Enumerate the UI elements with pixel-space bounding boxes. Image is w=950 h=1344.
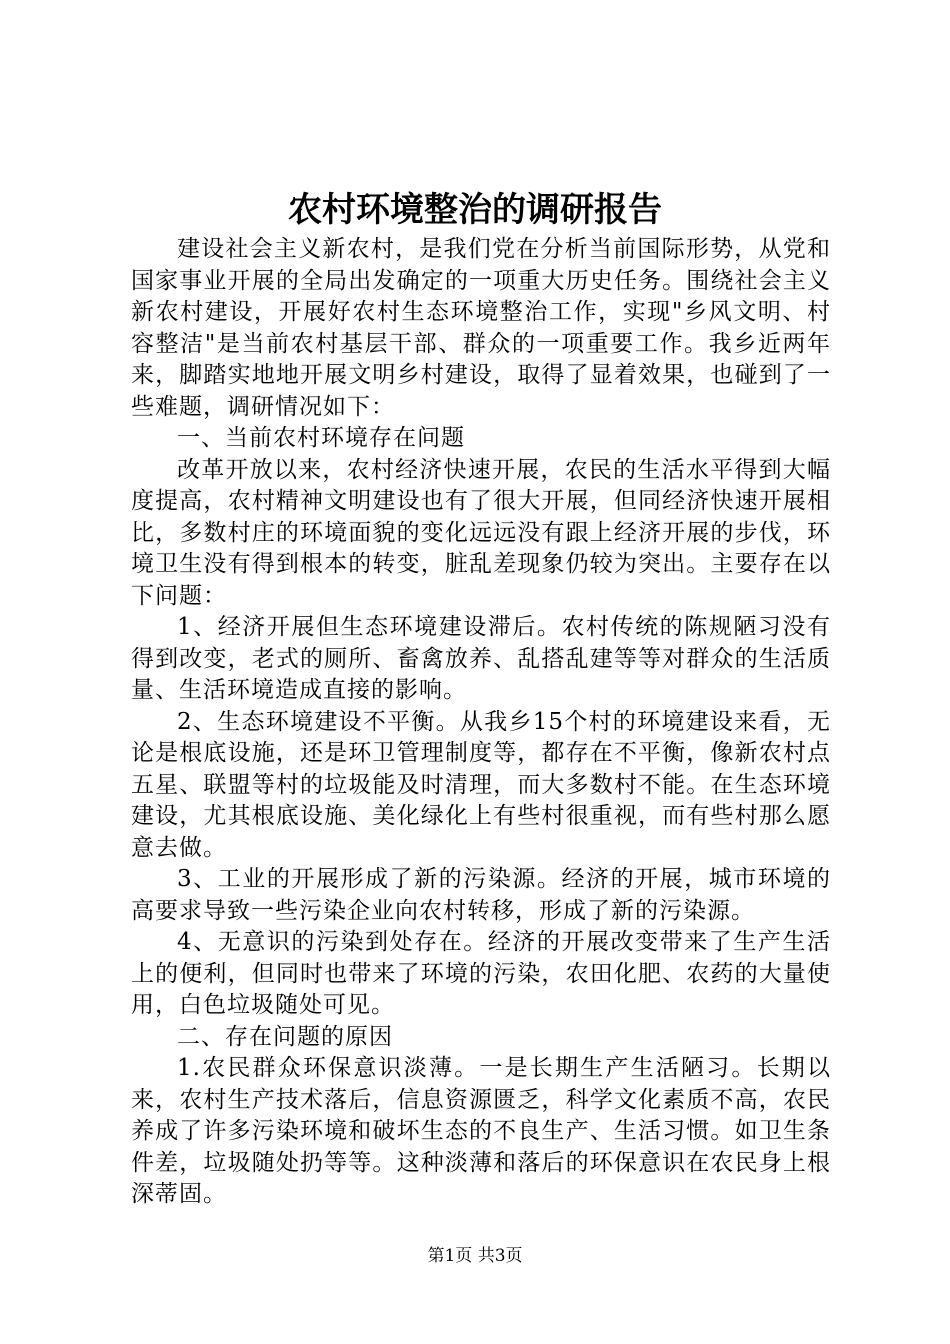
paragraph-item-1: 1、经济开展但生态环境建设滞后。农村传统的陈规陋习没有得到改变，老式的厕所、畜禽放养、乱搭乱建等等对群众的生活质量、生活环境造成直接的影响。 xyxy=(131,614,831,703)
section-heading-1: 一、当前农村环境存在问题 xyxy=(177,425,465,451)
paragraph-item-3: 3、工业的开展形成了新的污染源。经济的开展，城市环境的高要求导致一些污染企业向农村转移，形成了新的污染源。 xyxy=(131,866,831,924)
paragraph-reason-1: 1.农民群众环保意识淡薄。一是长期生产生活陋习。长期以来，农村生产技术落后，信息资源匮乏，科学文化素质不高，农民养成了许多污染环境和破坏生态的不良生产、生活习惯。如卫生条件差，垃圾随处扔等等。这种淡薄和落后的环保意识在农民身上根深蒂固。 xyxy=(131,1055,831,1207)
document-body xyxy=(131,234,831,1211)
paragraph-intro: 建设社会主义新农村，是我们党在分析当前国际形势，从党和国家事业开展的全局出发确定的一项重大历史任务。围绕社会主义新农村建设，开展好农村生态环境整治工作，实现"乡风文明、村容整洁"是当前农村基层干部、群众的一项重要工作。我乡近两年来，脚踏实地地开展文明乡村建设，取得了显着效果，也碰到了一些难题，调研情况如下： xyxy=(131,236,831,420)
paragraph-item-4: 4、无意识的污染到处存在。经济的开展改变带来了生产生活上的便利，但同时也带来了环境的污染，农田化肥、农药的大量使用，白色垃圾随处可见。 xyxy=(131,929,831,1018)
paragraph-item-2: 2、生态环境建设不平衡。从我乡15个村的环境建设来看，无论是根底设施，还是环卫管理制度等，都存在不平衡，像新农村点五星、联盟等村的垃圾能及时清理，而大多数村不能。在生态环境建设，尤其根底设施、美化绿化上有些村很重视，而有些村那么愿意去做。 xyxy=(131,708,831,861)
paragraph: 改革开放以来，农村经济快速开展，农民的生活水平得到大幅度提高，农村精神文明建设也有了很大开展，但同经济快速开展相比，多数村庄的环境面貌的变化远远没有跟上经济开展的步伐，环境卫生没有得到根本的转变，脏乱差现象仍较为突出。主要存在以下问题： xyxy=(131,456,831,609)
section-heading-2: 二、存在问题的原因 xyxy=(177,1023,393,1050)
document-title: 农村环境整治的调研报告 xyxy=(288,190,662,230)
page-number-footer: 第1页 共3页 xyxy=(427,1246,523,1266)
